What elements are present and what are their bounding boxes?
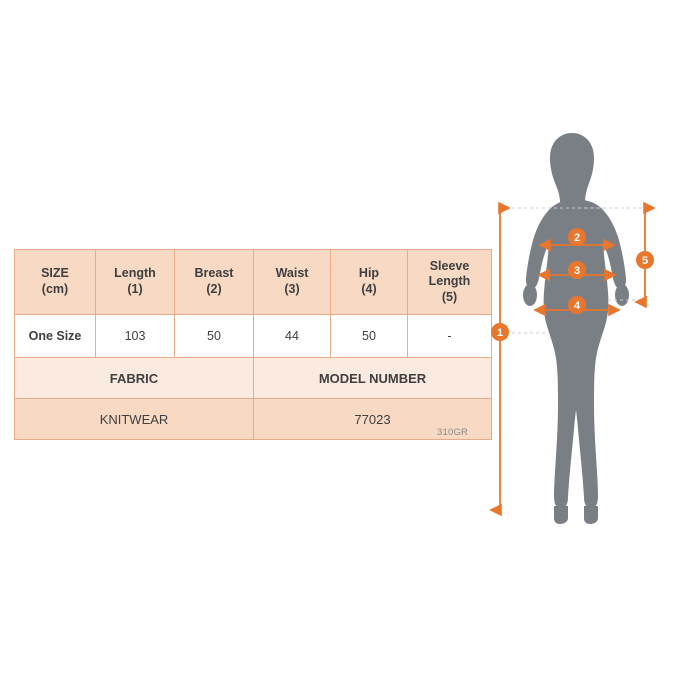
marker-label-2: 2 [573, 232, 581, 244]
body-silhouette [523, 133, 629, 524]
header-fabric: FABRIC [15, 358, 254, 399]
marker-label-3: 3 [573, 265, 581, 277]
table-subvalue-row [15, 399, 492, 440]
header-length: Length (1) [96, 250, 175, 315]
marker-label-5: 5 [641, 255, 649, 267]
header-waist: Waist (3) [254, 250, 331, 315]
marker-label-4: 4 [573, 300, 581, 312]
size-table [14, 249, 492, 440]
product-code-label: 310GR [437, 427, 469, 438]
cell-fabric: KNITWEAR [15, 399, 254, 440]
header-sleeve-length: Sleeve Length (5) [408, 250, 492, 315]
cell-model-number: 77023 [254, 399, 492, 440]
marker-label-1: 1 [496, 327, 504, 339]
header-breast: Breast (2) [175, 250, 254, 315]
table-row [15, 315, 492, 358]
cell-breast: 50 [175, 315, 254, 358]
table-subheader-row [15, 358, 492, 399]
cell-hip: 50 [331, 315, 408, 358]
cell-sleeve-length: - [408, 315, 492, 358]
cell-waist: 44 [254, 315, 331, 358]
cell-length: 103 [96, 315, 175, 358]
cell-size: One Size [15, 315, 96, 358]
measurement-figure [478, 120, 678, 550]
table-header-row [15, 250, 492, 315]
header-hip: Hip (4) [331, 250, 408, 315]
header-model-number: MODEL NUMBER [254, 358, 492, 399]
header-size: SIZE (cm) [15, 250, 96, 315]
